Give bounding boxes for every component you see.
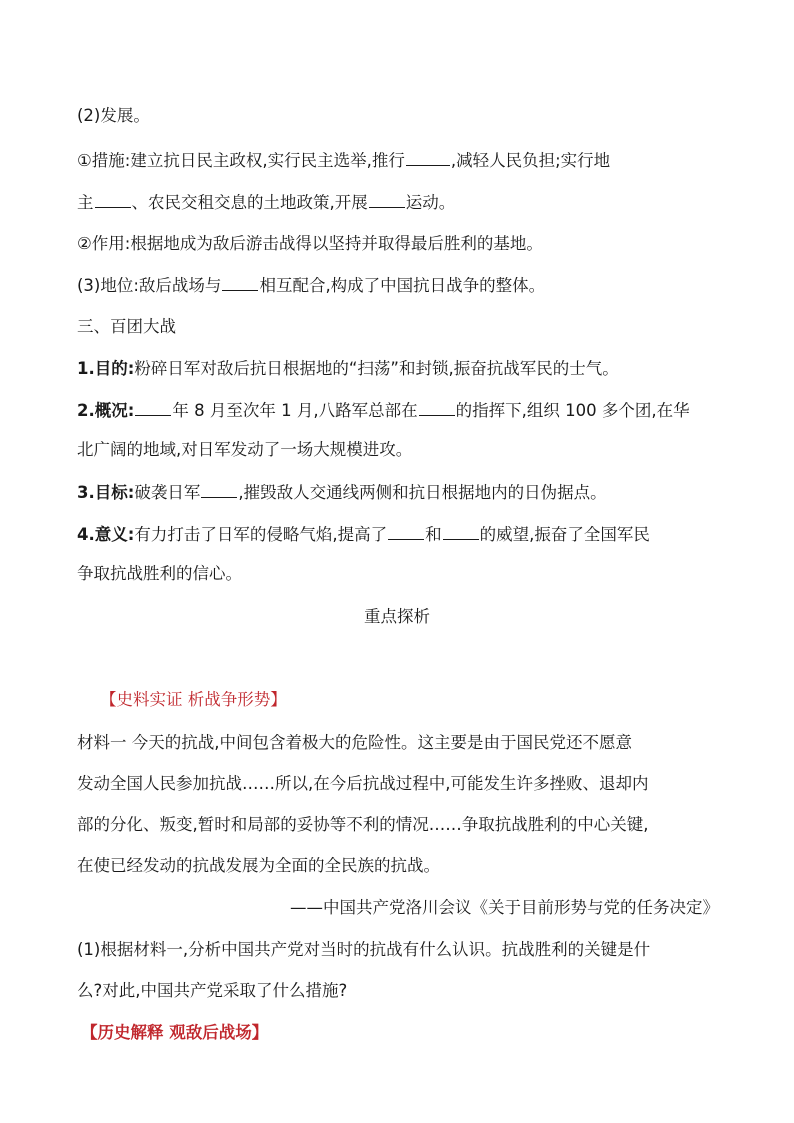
text-span: 粉碎日军对敌后抗日根据地的“扫荡”和封锁,振奋抗战军民的士气。 xyxy=(134,359,619,378)
text-line-land-policy xyxy=(77,192,727,213)
text-line-overview xyxy=(77,400,727,421)
text-span: 和 xyxy=(425,525,442,544)
text-line-measures xyxy=(77,150,727,171)
text-span: 【史料实证 析战争形势】 xyxy=(100,690,287,709)
question-one-line-2 xyxy=(77,981,727,1001)
text-span: 么?对此,中国共产党采取了什么措施? xyxy=(77,981,348,1000)
text-span: 的威望,振奋了全国军民 xyxy=(479,525,650,544)
text-line-purpose xyxy=(77,359,727,379)
material-one-line-3 xyxy=(77,815,727,835)
item-label: 1.目的: xyxy=(77,359,135,378)
text-line-significance xyxy=(77,524,727,545)
fill-blank[interactable] xyxy=(135,400,171,416)
fill-blank[interactable] xyxy=(369,192,405,208)
text-line-overview-cont xyxy=(77,440,727,460)
text-span: 有力打击了日军的侵略气焰,提高了 xyxy=(134,525,388,544)
fill-blank[interactable] xyxy=(222,275,258,291)
text-line-significance-cont xyxy=(77,564,727,584)
text-span: 主 xyxy=(77,193,94,212)
material-one-line-2 xyxy=(77,774,727,794)
text-span: (2)发展。 xyxy=(77,106,150,125)
text-span: ②作用:根据地成为敌后游击战得以坚持并取得最后胜利的基地。 xyxy=(77,234,543,253)
fill-blank[interactable] xyxy=(95,192,131,208)
text-span: 发动全国人民参加抗战……所以,在今后抗战过程中,可能发生许多挫败、退却内 xyxy=(77,774,649,793)
text-span: 、农民交租交息的土地政策,开展 xyxy=(131,193,368,212)
text-span: 北广阔的地域,对日军发动了一场大规模进攻。 xyxy=(77,440,413,459)
text-span: 的指挥下,组织 100 多个团,在华 xyxy=(455,401,690,420)
text-span: 重点探析 xyxy=(364,607,430,626)
item-label: 2.概况: xyxy=(77,401,135,420)
material-source xyxy=(77,898,719,918)
text-span: 在使已经发动的抗战发展为全面的全民族的抗战。 xyxy=(77,856,440,875)
fill-blank[interactable] xyxy=(443,524,479,540)
text-line-effect xyxy=(77,234,727,254)
text-span: 年 8 月至次年 1 月,八路军总部在 xyxy=(172,401,418,420)
text-span: 争取抗战胜利的信心。 xyxy=(77,564,242,583)
heading-historical-interpretation xyxy=(81,1023,731,1043)
text-span: 材料一 今天的抗战,中间包含着极大的危险性。这主要是由于国民党还不愿意 xyxy=(77,733,632,752)
item-label: 4.意义: xyxy=(77,525,135,544)
section-title xyxy=(0,607,794,627)
heading-historical-evidence xyxy=(100,690,750,710)
text-span: (3)地位:敌后战场与 xyxy=(77,276,222,295)
text-span: 【历史解释 观敌后战场】 xyxy=(81,1023,269,1042)
text-span: 部的分化、叛变,暂时和局部的妥协等不利的情况……争取抗战胜利的中心关键, xyxy=(77,815,649,834)
fill-blank[interactable] xyxy=(406,150,450,166)
text-line-development xyxy=(77,106,727,126)
fill-blank[interactable] xyxy=(388,524,424,540)
fill-blank[interactable] xyxy=(201,482,237,498)
text-span: ,摧毁敌人交通线两侧和抗日根据地内的日伪据点。 xyxy=(238,483,607,502)
text-line-status xyxy=(77,275,727,296)
text-span: ,减轻人民负担;实行地 xyxy=(450,151,611,170)
text-span: 三、百团大战 xyxy=(77,317,176,336)
text-span: 破袭日军 xyxy=(134,483,201,502)
text-span: ——中国共产党洛川会议《关于目前形势与党的任务决定》 xyxy=(290,898,719,917)
text-span: 相互配合,构成了中国抗日战争的整体。 xyxy=(259,276,546,295)
text-line-target xyxy=(77,482,727,503)
text-span: (1)根据材料一,分析中国共产党对当时的抗战有什么认识。抗战胜利的关键是什 xyxy=(77,940,651,959)
question-one-line-1 xyxy=(77,940,727,960)
material-one-line-1 xyxy=(77,733,727,753)
text-span: ①措施:建立抗日民主政权,实行民主选举,推行 xyxy=(77,151,405,170)
text-span: 运动。 xyxy=(405,193,456,212)
item-label: 3.目标: xyxy=(77,483,135,502)
section-heading-hundred-regiments xyxy=(77,317,727,337)
fill-blank[interactable] xyxy=(419,400,455,416)
material-one-line-4 xyxy=(77,856,727,876)
